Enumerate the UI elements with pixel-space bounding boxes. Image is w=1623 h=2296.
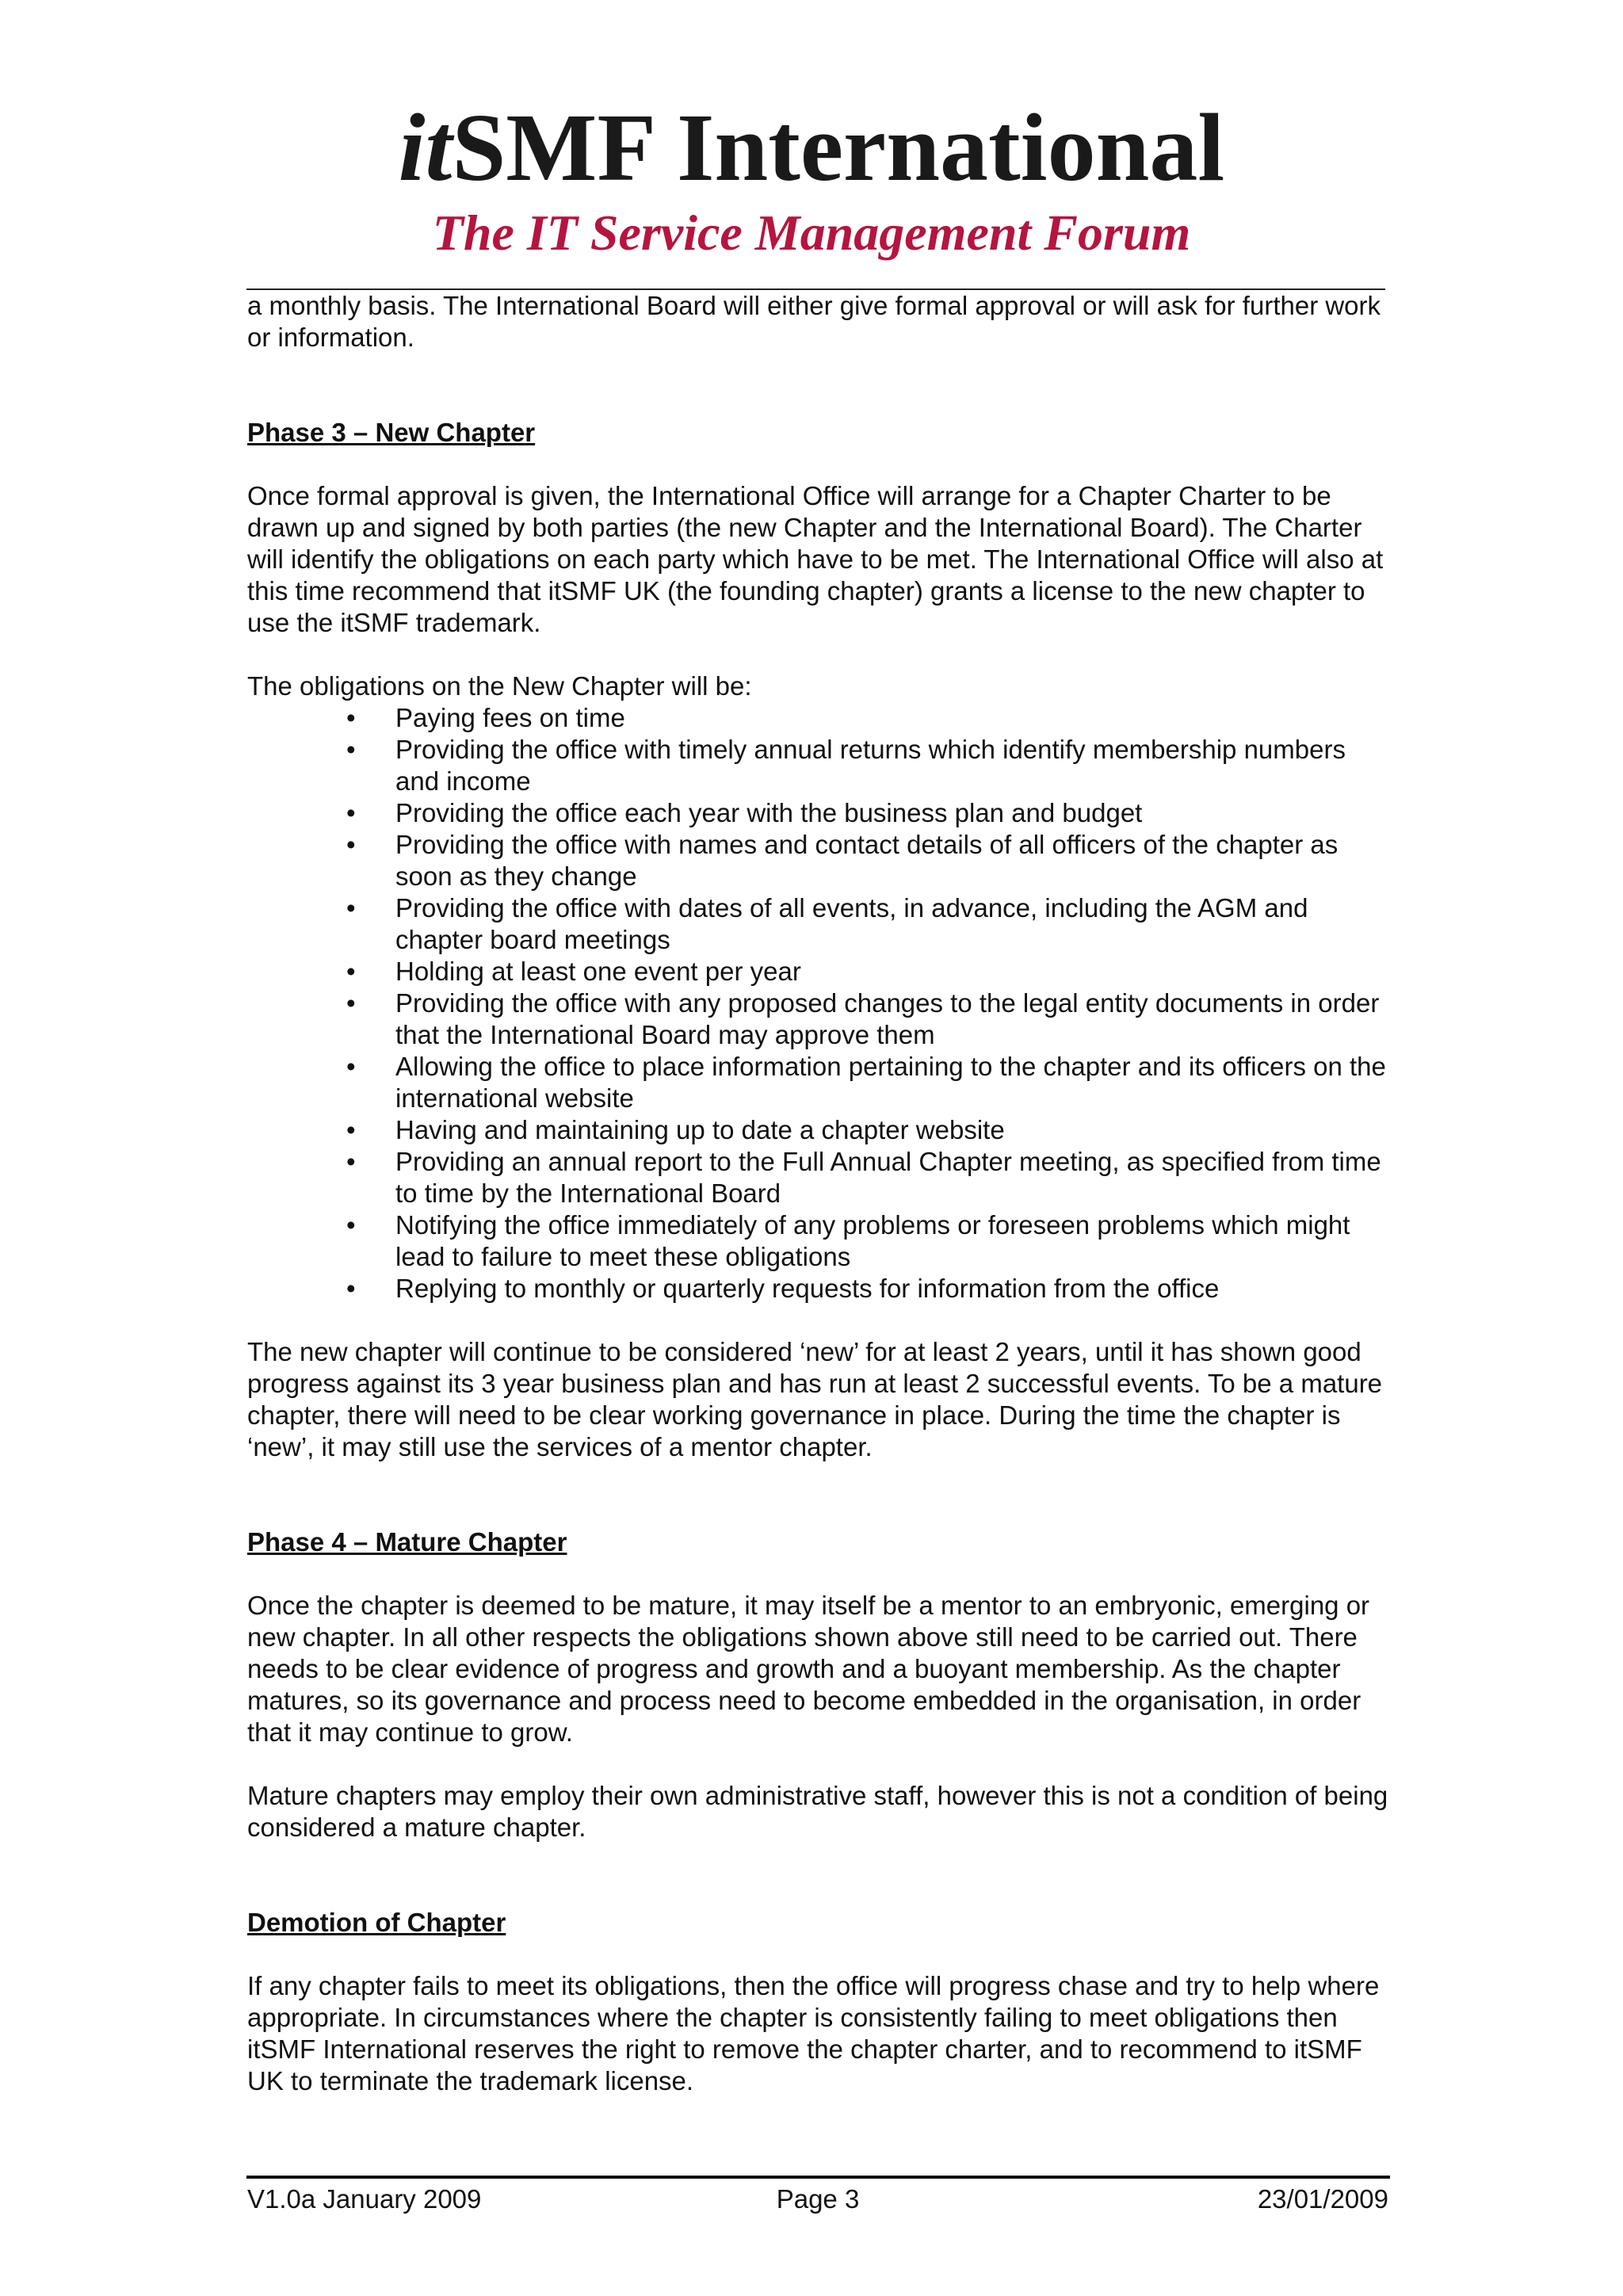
demotion-heading: Demotion of Chapter (247, 1908, 506, 1937)
list-item: • Having and maintaining up to date a chapter website (247, 1114, 1388, 1146)
logo-subtitle: The IT Service Management Forum (432, 204, 1191, 261)
phase4-paragraph-1: Once the chapter is deemed to be mature, it may itself be a mentor to an embryonic, emerging or new chapter. In all other respects the obligations shown above still need to be carried out. There needs to be clear evidence of progress and growth and a buoyant membership. As the chapter matures, so its governance and process need to become embedded in the organisation, in order that it may continue to grow. (247, 1591, 1370, 1747)
obligations-list (247, 702, 1388, 1305)
footer-page-number: Page 3 (776, 2184, 860, 2214)
list-item: • Paying fees on time (247, 702, 1388, 734)
document-body (247, 290, 1388, 2097)
phase3-paragraph-2: The new chapter will continue to be considered ‘new’ for at least 2 years, until it has shown good progress against its 3 year business plan and has run at least 2 successful events. To be a mature chapter, there will need to be clear working governance in place. During the time the chapter is ‘new’, it may still use the services of a mentor chapter. (247, 1337, 1383, 1461)
footer-date: 23/01/2009 (1257, 2184, 1388, 2214)
list-item: • Providing the office with names and contact details of all officers of the chapter as soon as they change (247, 829, 1388, 892)
demotion-paragraph: If any chapter fails to meet its obligations, then the office will progress chase and try to help where appropriate. In circumstances where the chapter is consistently failing to meet obligations then itSMF International reserves the right to remove the chapter charter, and to recommend to itSMF UK to terminate the trademark license. (247, 1971, 1380, 2095)
logo-title (0, 94, 1623, 201)
obligations-intro: The obligations on the New Chapter will be: (247, 671, 752, 701)
list-item: • Providing the office with any proposed changes to the legal entity documents in order that the International Board may approve them (247, 988, 1388, 1051)
footer-version: V1.0a January 2009 (247, 2184, 482, 2214)
itsmf-logo (0, 94, 1623, 263)
footer-divider (246, 2176, 1390, 2179)
phase3-paragraph-1: Once formal approval is given, the International Office will arrange for a Chapter Charter to be drawn up and signed by both parties (the new Chapter and the International Board). The Charter will identify the obligations on each party which have to be met. The International Office will also at this time recommend that itSMF UK (the founding chapter) grants a license to the new chapter to use the itSMF trademark. (247, 481, 1384, 637)
logo-it: it (398, 94, 453, 201)
phase3-heading: Phase 3 – New Chapter (247, 418, 536, 447)
list-item: • Holding at least one event per year (247, 956, 1388, 988)
logo-smf-international: SMF International (452, 94, 1225, 201)
list-item: • Providing the office with timely annual returns which identify membership numbers and income (247, 734, 1388, 797)
phase4-paragraph-2: Mature chapters may employ their own administrative staff, however this is not a condition of being considered a mature chapter. (247, 1781, 1388, 1842)
intro-paragraph: a monthly basis. The International Board will either give formal approval or will ask for further work or information. (247, 291, 1381, 352)
list-item: • Replying to monthly or quarterly requests for information from the office (247, 1273, 1388, 1305)
list-item: • Providing the office with dates of all events, in advance, including the AGM and chapter board meetings (247, 892, 1388, 956)
list-item: • Allowing the office to place information pertaining to the chapter and its officers on the international website (247, 1051, 1388, 1114)
list-item: • Providing an annual report to the Full Annual Chapter meeting, as specified from time to time by the International Board (247, 1146, 1388, 1209)
list-item: • Notifying the office immediately of any problems or foreseen problems which might lead to failure to meet these obligations (247, 1209, 1388, 1273)
phase4-heading: Phase 4 – Mature Chapter (247, 1527, 567, 1557)
list-item: • Providing the office each year with the business plan and budget (247, 797, 1388, 829)
